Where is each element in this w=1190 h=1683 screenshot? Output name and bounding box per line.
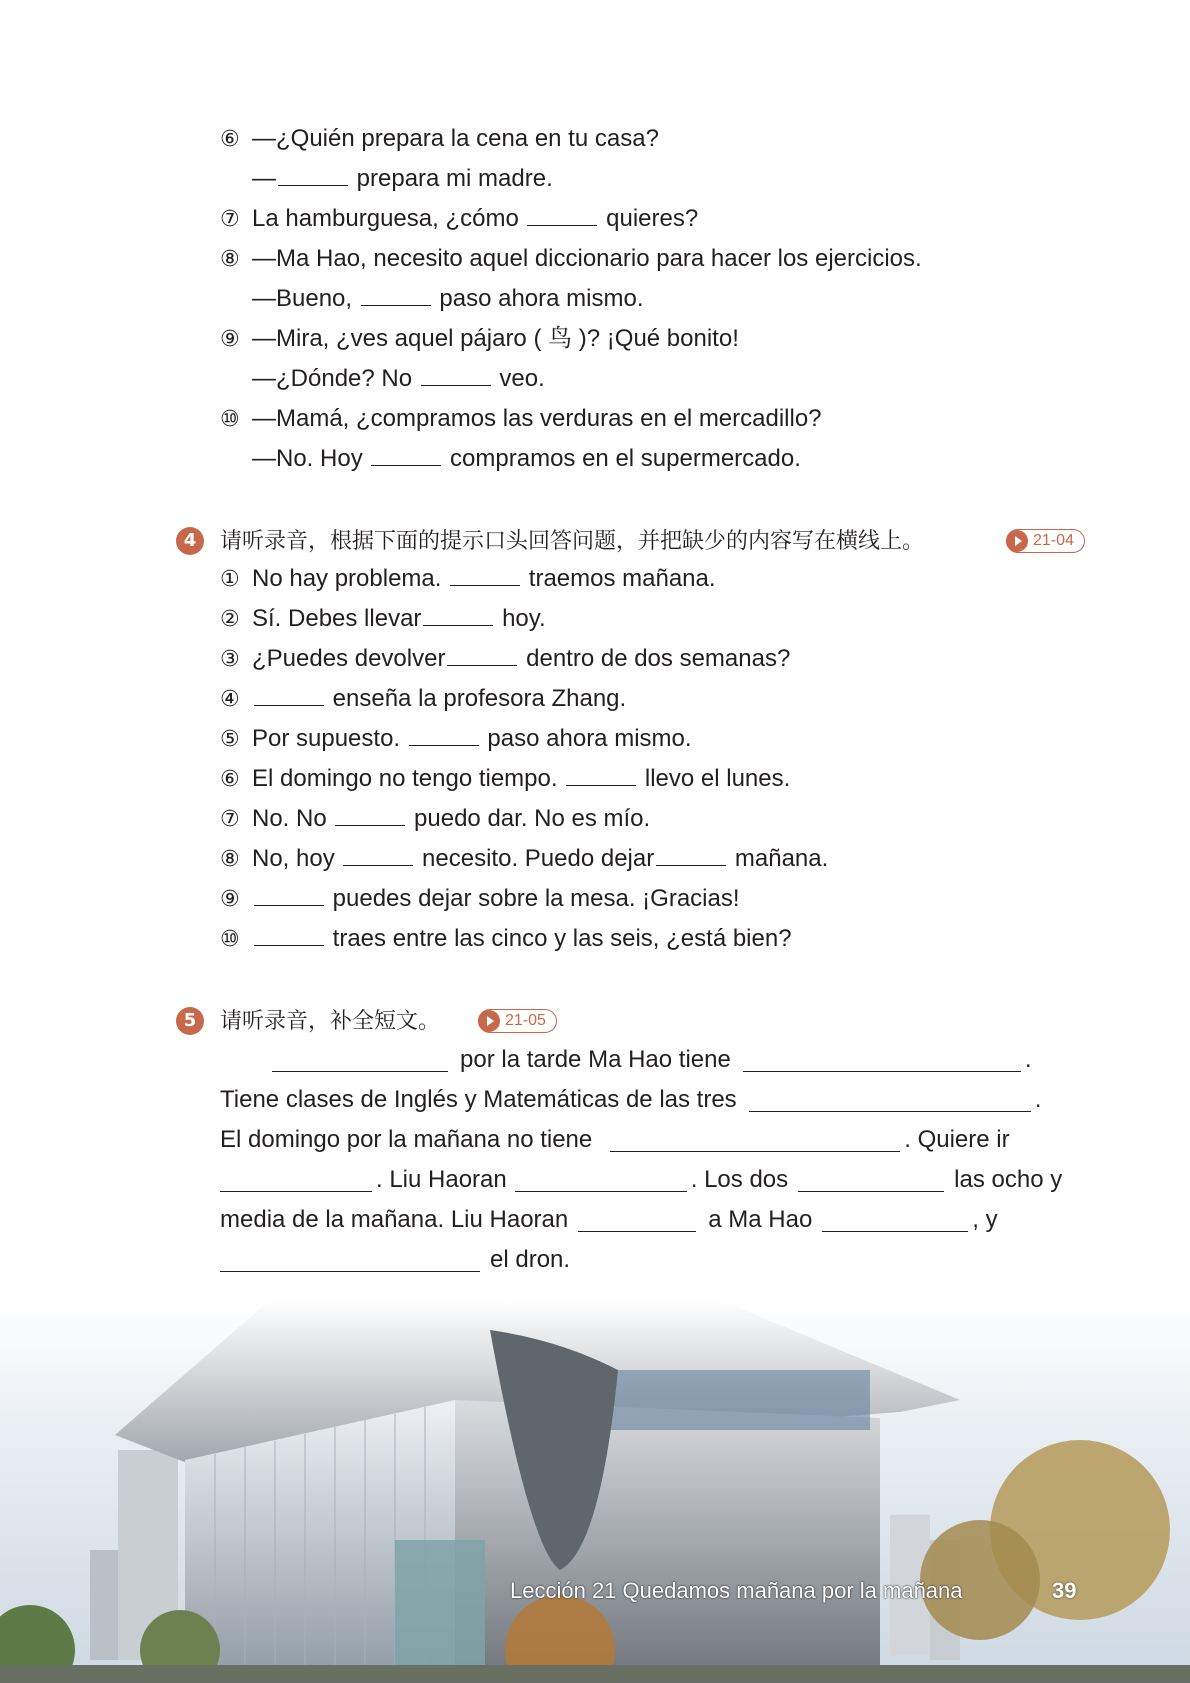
exercise-number-badge: 5 xyxy=(176,1007,204,1035)
exercise-4-item xyxy=(220,564,716,595)
exercise-4-item xyxy=(220,644,790,675)
exercise-5-paragraph xyxy=(220,1040,1078,1280)
blank-line[interactable] xyxy=(515,1171,687,1192)
exercise-4-item xyxy=(220,844,828,875)
item-text: quieres? xyxy=(599,205,699,232)
item-number: ⑩ xyxy=(220,927,240,952)
item-text: llevo el lunes. xyxy=(638,765,791,792)
item-text: compramos en el supermercado. xyxy=(443,445,801,472)
item-number: ② xyxy=(220,607,240,632)
footer-lesson-title: Lección 21 Quedamos mañana por la mañana xyxy=(510,1578,963,1603)
item-number: ④ xyxy=(220,687,240,712)
paragraph-text: media de la mañana. Liu Haoran xyxy=(220,1206,569,1233)
blank-line[interactable] xyxy=(450,565,520,586)
item-number: ⑩ xyxy=(220,407,240,432)
exercise-number-badge: 4 xyxy=(176,527,204,555)
exercise-4-item xyxy=(220,924,792,955)
item-text: No. No xyxy=(252,805,334,832)
blank-line[interactable] xyxy=(272,1051,448,1072)
paragraph-text: a Ma Hao xyxy=(708,1206,813,1233)
audio-track-label: 21-05 xyxy=(505,1012,546,1029)
item-number: ⑤ xyxy=(220,727,240,752)
paragraph-text: las ocho y xyxy=(954,1166,1063,1193)
building-photo xyxy=(0,1300,1190,1683)
exercise-4-item xyxy=(220,684,626,715)
item-text: enseña la profesora Zhang. xyxy=(326,685,627,712)
item-text: —¿Dónde? No xyxy=(252,365,419,392)
exercise-4-item xyxy=(220,724,692,755)
item-text: —Mamá, ¿compramos las verduras en el mercadillo? xyxy=(252,405,822,432)
blank-line[interactable] xyxy=(343,845,413,866)
item-number: ⑦ xyxy=(220,207,240,232)
item-text: No, hoy xyxy=(252,845,342,872)
paragraph-text: el dron. xyxy=(490,1246,571,1273)
ex3-item-10b xyxy=(252,444,801,474)
item-text: —Ma Hao, necesito aquel diccionario para hacer los ejercicios. xyxy=(252,245,922,272)
ex3-item-7 xyxy=(220,204,698,235)
exercise-instruction: 请听录音，根据下面的提示口头回答问题，并把缺少的内容写在横线上。 xyxy=(220,528,925,553)
ex3-item-6a xyxy=(220,124,659,155)
blank-line[interactable] xyxy=(749,1091,1031,1112)
page-number: 39 xyxy=(1052,1578,1077,1603)
item-text: paso ahora mismo. xyxy=(432,285,644,312)
blank-line[interactable] xyxy=(447,645,517,666)
item-text: mañana. xyxy=(728,845,829,872)
item-text: paso ahora mismo. xyxy=(480,725,692,752)
blank-line[interactable] xyxy=(371,445,441,466)
play-icon[interactable] xyxy=(1006,530,1028,552)
exercise-4-item xyxy=(220,604,546,635)
blank-line[interactable] xyxy=(254,685,324,706)
item-number: ⑨ xyxy=(220,887,240,912)
blank-line[interactable] xyxy=(254,885,324,906)
item-number: ⑦ xyxy=(220,807,240,832)
item-text: —Mira, ¿ves aquel pájaro ( 鸟 )? ¡Qué bonito! xyxy=(252,325,739,352)
exercise-4-item xyxy=(220,804,650,835)
play-icon[interactable] xyxy=(478,1010,500,1032)
item-text: veo. xyxy=(492,365,545,392)
item-text: —Bueno, xyxy=(252,285,359,312)
paragraph-text: , y xyxy=(972,1206,998,1233)
blank-line[interactable] xyxy=(743,1051,1021,1072)
item-number: ① xyxy=(220,567,240,592)
blank-line[interactable] xyxy=(254,925,324,946)
exercise-5-header xyxy=(176,1006,440,1036)
audio-track-badge[interactable] xyxy=(478,1009,557,1033)
paragraph-text: por la tarde Ma Hao tiene xyxy=(460,1046,731,1073)
audio-track-badge[interactable] xyxy=(1006,529,1085,553)
blank-line[interactable] xyxy=(527,205,597,226)
item-text: La hamburguesa, ¿cómo xyxy=(252,205,526,232)
paragraph-text: . xyxy=(1034,1086,1042,1113)
paragraph-text: El domingo por la mañana no tiene xyxy=(220,1126,593,1153)
item-number: ⑥ xyxy=(220,767,240,792)
item-text: necesito. Puedo dejar xyxy=(415,845,655,872)
blank-line[interactable] xyxy=(578,1211,696,1232)
item-text: puedes dejar sobre la mesa. ¡Gracias! xyxy=(326,885,740,912)
blank-line[interactable] xyxy=(335,805,405,826)
blank-line[interactable] xyxy=(220,1171,372,1192)
audio-track-label: 21-04 xyxy=(1033,532,1074,549)
ex3-item-6b xyxy=(252,164,553,194)
item-number: ⑨ xyxy=(220,327,240,352)
item-text: traes entre las cinco y las seis, ¿está bien? xyxy=(326,925,792,952)
item-text: puedo dar. No es mío. xyxy=(407,805,651,832)
item-text: Sí. Debes llevar xyxy=(252,605,422,632)
item-text: No hay problema. xyxy=(252,565,449,592)
item-text: — xyxy=(252,165,276,192)
ex3-item-8a xyxy=(220,244,922,275)
paragraph-text: . Los dos xyxy=(690,1166,789,1193)
paragraph-text: . Liu Haoran xyxy=(376,1166,507,1193)
item-text: Por supuesto. xyxy=(252,725,407,752)
item-number: ③ xyxy=(220,647,240,672)
item-text: hoy. xyxy=(495,605,546,632)
blank-line[interactable] xyxy=(421,365,491,386)
ex3-item-10a xyxy=(220,404,822,435)
blank-line[interactable] xyxy=(610,1131,900,1152)
ex3-item-8b xyxy=(252,284,644,314)
ex3-item-9a xyxy=(220,324,739,355)
blank-line[interactable] xyxy=(409,725,479,746)
paragraph-text: . Quiere ir xyxy=(904,1126,1010,1153)
blank-line[interactable] xyxy=(566,765,636,786)
item-number: ⑧ xyxy=(220,847,240,872)
blank-line[interactable] xyxy=(278,165,348,186)
exercise-4-item xyxy=(220,884,740,915)
exercise-instruction: 请听录音，补全短文。 xyxy=(220,1008,441,1033)
item-text: prepara mi madre. xyxy=(350,165,553,192)
blank-line[interactable] xyxy=(423,605,493,626)
exercise-4-header xyxy=(176,526,924,556)
blank-line[interactable] xyxy=(361,285,431,306)
blank-line[interactable] xyxy=(220,1251,480,1272)
item-text: —No. Hoy xyxy=(252,445,370,472)
item-number: ⑥ xyxy=(220,127,240,152)
paragraph-text: Tiene clases de Inglés y Matemáticas de las tres xyxy=(220,1086,737,1113)
item-text: El domingo no tengo tiempo. xyxy=(252,765,565,792)
exercise-4-item xyxy=(220,764,790,795)
ex3-item-9b xyxy=(252,364,545,394)
item-number: ⑧ xyxy=(220,247,240,272)
item-text: traemos mañana. xyxy=(522,565,716,592)
blank-line[interactable] xyxy=(798,1171,944,1192)
paragraph-text: . xyxy=(1024,1046,1032,1073)
item-text: dentro de dos semanas? xyxy=(519,645,791,672)
blank-line[interactable] xyxy=(656,845,726,866)
building-illustration xyxy=(0,1300,1190,1683)
blank-line[interactable] xyxy=(822,1211,968,1232)
item-text: —¿Quién prepara la cena en tu casa? xyxy=(252,125,659,152)
item-text: ¿Puedes devolver xyxy=(252,645,446,672)
